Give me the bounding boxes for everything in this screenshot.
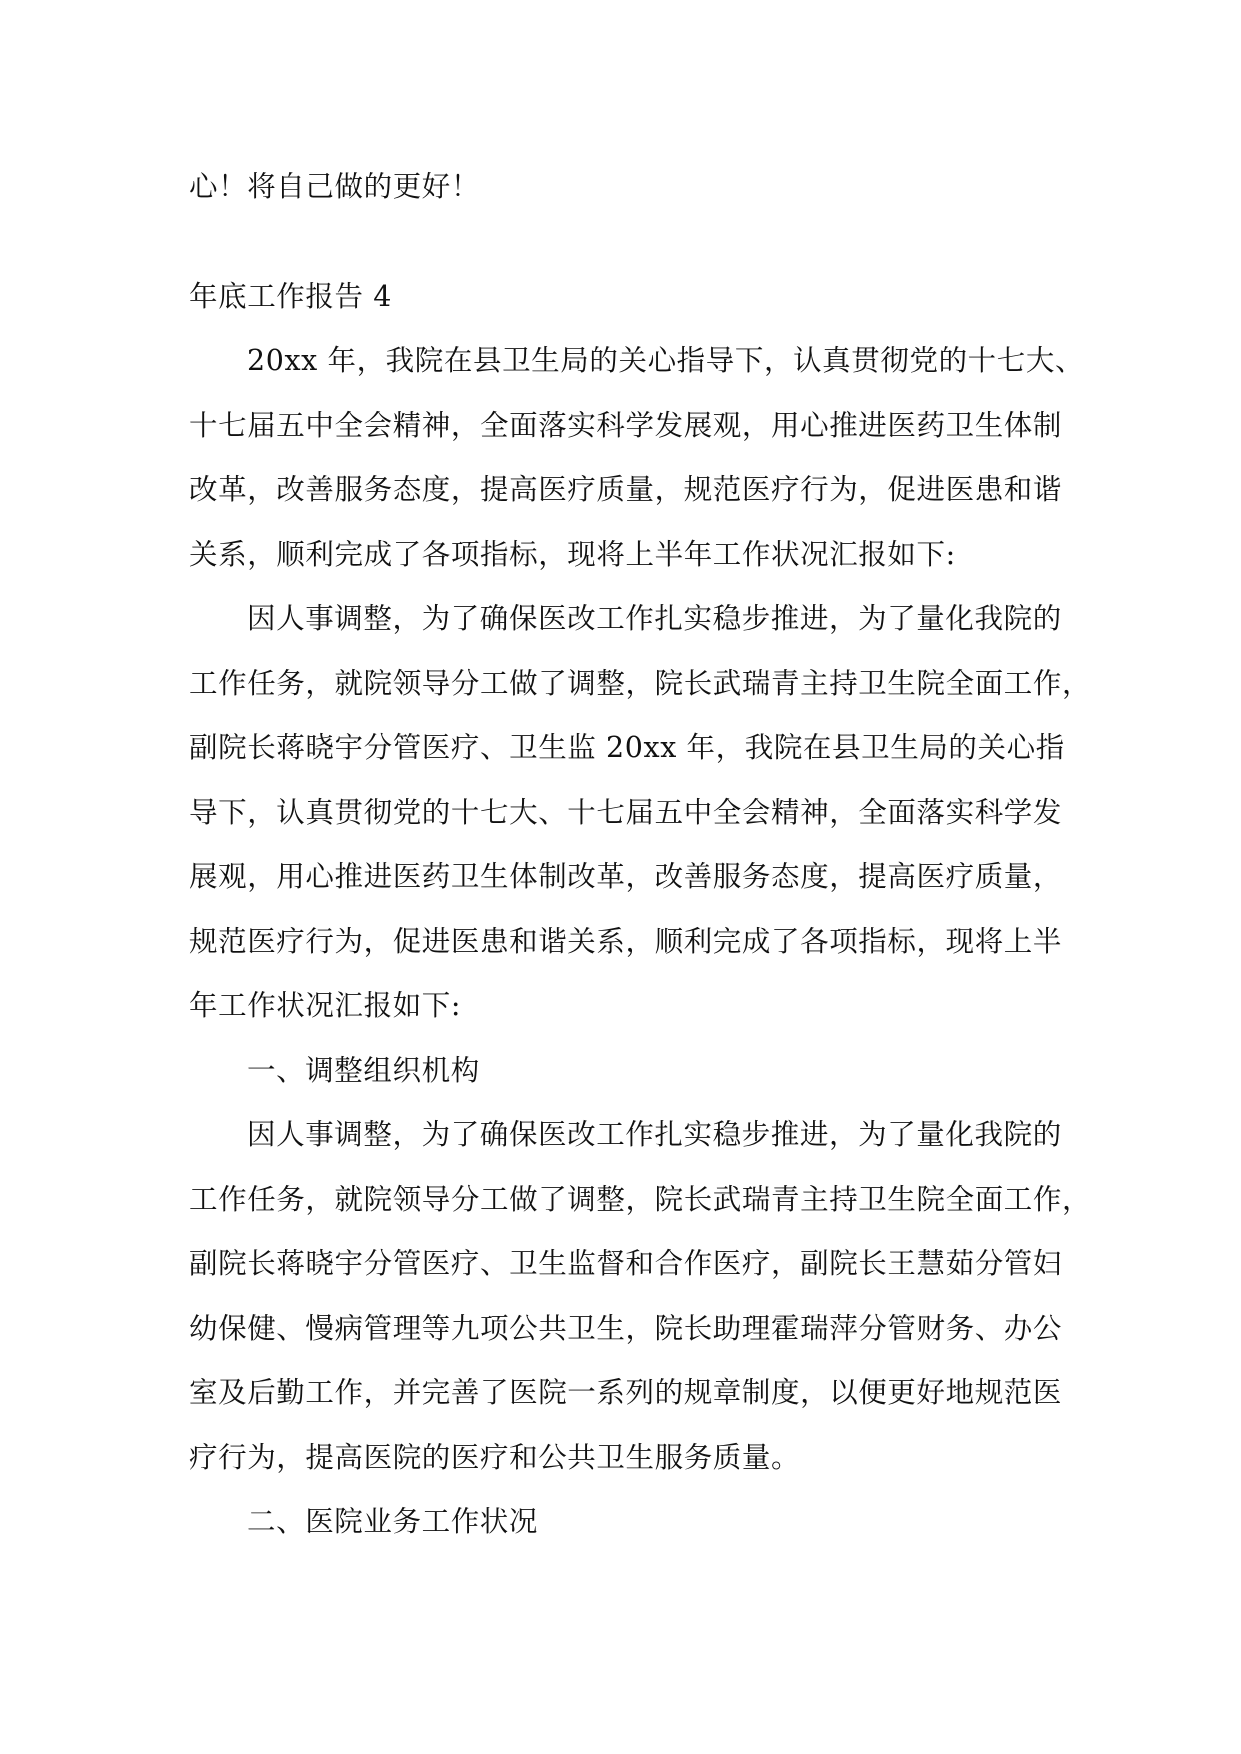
paragraph-1-line-1: 20xx 年，我院在县卫生局的关心指导下，认真贯彻党的十七大、 <box>247 344 1085 377</box>
paragraph-1-line-2: 十七届五中全会精神，全面落实科学发展观，用心推进医药卫生体制 <box>189 408 1063 442</box>
section-title: 年底工作报告 4 <box>189 279 392 313</box>
document-body <box>189 155 1092 1555</box>
paragraph-3-line-6: 疗行为，提高医院的医疗和公共卫生服务质量。 <box>189 1440 801 1474</box>
paragraph-3-line-2: 工作任务，就院领导分工做了调整，院长武瑞青主持卫生院全面工作， <box>189 1182 1092 1216</box>
opening-line: 心！将自己做的更好！ <box>189 170 481 203</box>
paragraph-2-line-7: 年工作状况汇报如下: <box>189 989 462 1022</box>
subheading-2: 二、医院业务工作状况 <box>247 1505 539 1538</box>
paragraph-2-line-4: 导下，认真贯彻党的十七大、十七届五中全会精神，全面落实科学发 <box>189 795 1063 829</box>
paragraph-2-line-1: 因人事调整，为了确保医改工作扎实稳步推进，为了量化我院的 <box>247 602 1062 635</box>
paragraph-1-line-3: 改革，改善服务态度，提高医疗质量，规范医疗行为，促进医患和谐 <box>189 473 1063 506</box>
paragraph-1-line-4: 关系，顺利完成了各项指标，现将上半年工作状况汇报如下: <box>189 537 956 571</box>
paragraph-2-line-6: 规范医疗行为，促进医患和谐关系，顺利完成了各项指标，现将上半 <box>189 924 1063 958</box>
paragraph-3-line-5: 室及后勤工作，并完善了医院一系列的规章制度，以便更好地规范医 <box>189 1376 1063 1409</box>
paragraph-2-line-2: 工作任务，就院领导分工做了调整，院长武瑞青主持卫生院全面工作， <box>189 666 1092 700</box>
subheading-1: 一、调整组织机构 <box>247 1053 480 1087</box>
paragraph-3-line-3: 副院长蒋晓宇分管医疗、卫生监督和合作医疗，副院长王慧茹分管妇 <box>189 1247 1063 1280</box>
paragraph-3-line-1: 因人事调整，为了确保医改工作扎实稳步推进，为了量化我院的 <box>247 1118 1062 1151</box>
paragraph-2-line-5: 展观，用心推进医药卫生体制改革，改善服务态度，提高医疗质量， <box>189 860 1063 893</box>
paragraph-3-line-4: 幼保健、慢病管理等九项公共卫生，院长助理霍瑞萍分管财务、办公 <box>189 1311 1063 1345</box>
paragraph-2-line-3: 副院长蒋晓宇分管医疗、卫生监 20xx 年，我院在县卫生局的关心指 <box>189 731 1065 764</box>
